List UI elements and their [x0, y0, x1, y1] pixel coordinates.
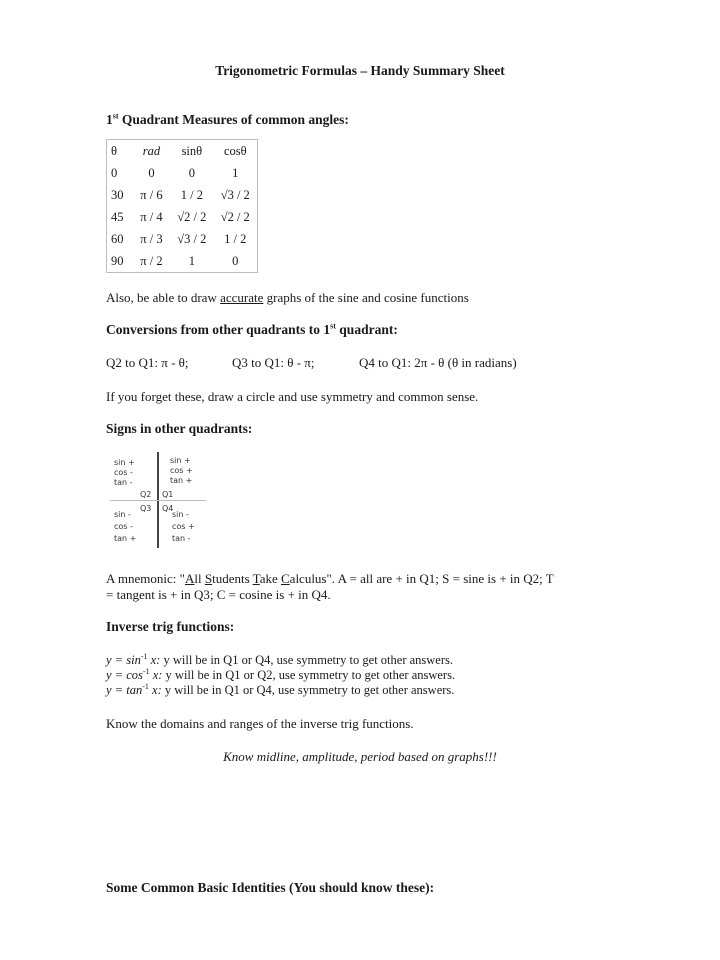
heading-sup: st	[112, 111, 119, 121]
q4-label: Q4	[162, 504, 174, 513]
q2-sin-sign: sin +	[114, 458, 135, 467]
table-cell: π / 6	[140, 187, 163, 202]
inverse-arg: x:	[147, 653, 161, 667]
mnemonic-text: ake	[259, 571, 281, 586]
note-text: graphs of the sine and cosine functions	[263, 290, 469, 305]
table-cell: 0	[148, 165, 155, 180]
mnemonic-text: alculus	[289, 571, 327, 586]
mnemonic-initial-c: C	[281, 571, 290, 586]
mnemonic-initial-t: T	[252, 571, 260, 586]
section-heading-signs: Signs in other quadrants:	[106, 421, 253, 436]
q2-tan-sign: tan -	[114, 478, 133, 487]
mnemonic-text: A mnemonic: "	[106, 571, 185, 586]
table-cell: √3 / 2	[177, 231, 207, 246]
section-heading-first-quadrant	[106, 112, 349, 128]
table-row	[107, 228, 258, 250]
section-heading-conversions	[106, 322, 398, 338]
note-underlined-text: accurate	[220, 290, 264, 305]
mnemonic-line-2: = tangent is + in Q3; C = cosine is + in Q4.	[106, 587, 331, 602]
section-heading-inverse-trig: Inverse trig functions:	[106, 619, 235, 634]
table-cell: 1 / 2	[224, 231, 247, 246]
header-cell-theta: θ	[111, 143, 117, 158]
inverse-arg: x:	[148, 683, 162, 697]
header-cell-rad: rad	[142, 143, 161, 158]
inverse-desc: y will be in Q1 or Q2, use symmetry to get other answers.	[162, 668, 456, 682]
quadrant-signs-diagram	[110, 452, 208, 552]
table-cell: √2 / 2	[220, 209, 250, 224]
mnemonic-text: ll	[194, 571, 205, 586]
table-cell: √2 / 2	[177, 209, 207, 224]
heading-text: quadrant:	[335, 322, 398, 337]
q4-tan-sign: tan -	[172, 534, 191, 543]
header-cell-cos: cosθ	[223, 143, 247, 158]
inverse-arg: x:	[149, 668, 163, 682]
forget-note: If you forget these, draw a circle and use symmetry and common sense.	[106, 389, 479, 404]
q3-label: Q3	[140, 504, 152, 513]
q4-cos-sign: cos +	[172, 522, 195, 531]
mnemonic-line-1	[106, 571, 554, 587]
q3-cos-sign: cos -	[114, 522, 133, 531]
table-cell: 0	[232, 253, 239, 268]
inverse-desc: y will be in Q1 or Q4, use symmetry to get other answers.	[160, 653, 454, 667]
table-row	[107, 206, 258, 228]
header-cell-sin: sinθ	[181, 143, 203, 158]
conversion-q4: Q4 to Q1: 2π - θ (θ in radians)	[359, 355, 517, 370]
table-cell: 90	[111, 253, 124, 268]
table-cell: π / 4	[140, 209, 163, 224]
mnemonic-text: ". A = all are + in Q1; S = sine is + in Q2; T	[326, 571, 554, 586]
inverse-tan-line	[106, 683, 454, 698]
mnemonic-text: tudents	[212, 571, 253, 586]
inverse-func: y = cos	[106, 668, 143, 682]
inverse-cos-line	[106, 668, 455, 683]
inverse-sup: -1	[142, 681, 149, 691]
table-cell: 45	[111, 209, 124, 224]
mnemonic-initial-a: A	[184, 571, 195, 586]
inverse-sup: -1	[142, 666, 150, 676]
table-cell: 0	[111, 165, 118, 180]
domains-note: Know the domains and ranges of the inverse trig functions.	[106, 716, 414, 731]
inverse-desc: y will be in Q1 or Q4, use symmetry to get other answers.	[161, 683, 455, 697]
table-cell: 0	[188, 165, 195, 180]
inverse-sup: -1	[140, 651, 148, 661]
q2-cos-sign: cos -	[114, 468, 133, 477]
common-angles-table	[106, 139, 258, 273]
heading-text: Quadrant Measures of common angles:	[118, 112, 349, 127]
q1-sin-sign: sin +	[170, 456, 191, 465]
table-row	[107, 162, 258, 184]
heading-text: Conversions from other quadrants to 1	[106, 322, 331, 337]
accurate-graphs-note	[106, 290, 469, 306]
q3-tan-sign: tan +	[114, 534, 137, 543]
mnemonic-initial-s: S	[204, 571, 213, 586]
conversion-q2: Q2 to Q1: π - θ;	[106, 355, 189, 370]
q1-cos-sign: cos +	[170, 466, 193, 475]
table-cell: π / 3	[140, 231, 163, 246]
inverse-sin-line	[106, 653, 453, 668]
table-cell: 60	[111, 231, 124, 246]
table-cell: 1	[188, 253, 195, 268]
conversion-q3: Q3 to Q1: θ - π;	[232, 355, 315, 370]
table-cell: 1 / 2	[180, 187, 203, 202]
heading-text: 1	[106, 112, 113, 127]
inverse-func: y = tan	[106, 683, 143, 697]
table-cell: π / 2	[140, 253, 163, 268]
q1-label: Q1	[162, 490, 174, 499]
inverse-func: y = sin	[106, 653, 141, 667]
page-title: Trigonometric Formulas – Handy Summary Sheet	[215, 63, 505, 78]
q4-sin-sign: sin -	[172, 510, 189, 519]
table-cell: 30	[111, 187, 124, 202]
q3-sin-sign: sin -	[114, 510, 131, 519]
table-row	[107, 250, 258, 273]
midline-note: Know midline, amplitude, period based on graphs!!!	[223, 749, 497, 764]
section-heading-identities: Some Common Basic Identities (You should know these):	[106, 880, 435, 895]
table-cell: 1	[232, 165, 239, 180]
table-header-row	[107, 140, 258, 163]
table-cell: √3 / 2	[220, 187, 250, 202]
heading-sup: st	[330, 321, 336, 331]
note-text: Also, be able to draw	[106, 290, 221, 305]
q1-tan-sign: tan +	[170, 476, 193, 485]
horizontal-axis	[110, 500, 206, 501]
q2-label: Q2	[140, 490, 152, 499]
table-row	[107, 184, 258, 206]
